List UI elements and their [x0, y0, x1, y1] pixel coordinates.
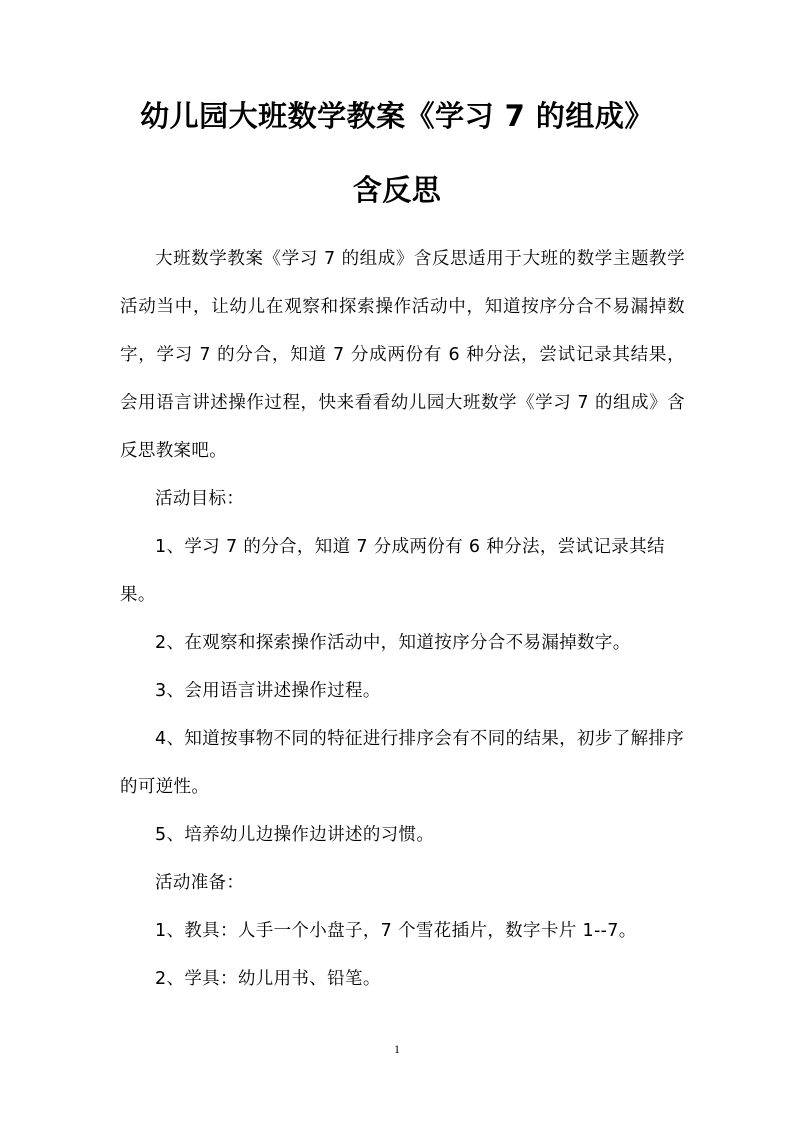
- preparation-1: 1、教具：人手一个小盘子，7 个雪花插片，数字卡片 1--7。: [155, 921, 637, 941]
- objective-1: 1、学习 7 的分合，知道 7 分成两份有 6 种分法，尝试记录其结果。: [120, 537, 665, 605]
- objective-3: 3、会用语言讲述操作过程。: [155, 681, 381, 701]
- page-number: 1: [394, 1042, 400, 1056]
- document-body: [120, 235, 685, 1003]
- intro-paragraph: 大班数学教案《学习 7 的组成》含反思适用于大班的数学主题教学活动当中，让幼儿在观察和探索操作活动中，知道按序分合不易漏掉数字，学习 7 的分合，知道 7 分成两份有 6 种分法，尝试记录其结果，会用语言讲述操作过程，快来看看幼儿园大班数学《学习 7 的组成》含反思教案吧。: [120, 249, 685, 461]
- objective-4: 4、知道按事物不同的特征进行排序会有不同的结果，初步了解排序的可逆性。: [120, 729, 685, 797]
- document-title-line-2: 含反思: [352, 173, 442, 207]
- preparation-2: 2、学具：幼儿用书、铅笔。: [155, 969, 381, 989]
- section-heading-preparation: 活动准备：: [155, 873, 245, 893]
- objective-2: 2、在观察和探索操作活动中，知道按序分合不易漏掉数字。: [155, 633, 631, 653]
- section-heading-objectives: 活动目标：: [155, 489, 245, 509]
- document-title-line-1: 幼儿园大班数学教案《学习 7 的组成》: [140, 99, 654, 133]
- objective-5: 5、培养幼儿边操作边讲述的习惯。: [155, 825, 435, 845]
